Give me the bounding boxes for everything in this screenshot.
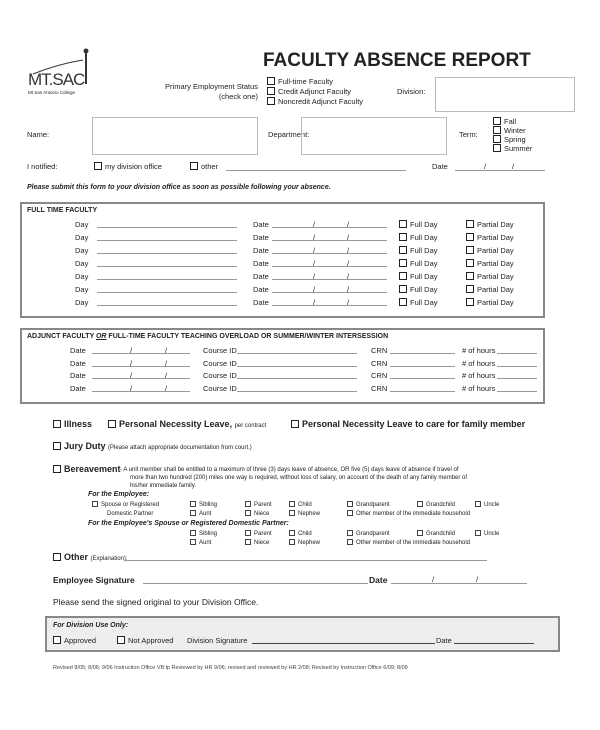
day-field[interactable]	[97, 292, 237, 293]
page-title: FACULTY ABSENCE REPORT	[263, 50, 531, 71]
checkbox-bereavement[interactable]: Bereavement	[53, 464, 121, 474]
date-label: Date	[70, 358, 86, 368]
day-field[interactable]	[97, 305, 237, 306]
name-label: Name:	[27, 130, 50, 139]
checkbox-relation[interactable]: Grandparent	[347, 501, 390, 508]
date-field[interactable]	[272, 279, 387, 280]
checkbox-other-leave[interactable]: Other (Explanation):	[53, 552, 128, 562]
course-id-field[interactable]	[237, 353, 357, 354]
other-field[interactable]	[226, 170, 406, 171]
checkbox-spouse[interactable]: Spouse or Registered Domestic Partner	[92, 501, 159, 519]
hours-field[interactable]	[497, 353, 537, 354]
other-explanation-field[interactable]	[125, 560, 487, 561]
checkbox-partial-day[interactable]: Partial Day	[466, 272, 514, 281]
crn-field[interactable]	[390, 366, 455, 367]
checkbox-relation[interactable]: Sibling	[190, 501, 217, 508]
date-label: Date	[70, 346, 86, 355]
day-label: Day	[75, 246, 89, 255]
date-field[interactable]	[272, 266, 387, 267]
checkbox-relation[interactable]: Child	[289, 501, 312, 508]
date-field[interactable]	[92, 391, 190, 392]
checkbox-other[interactable]: other	[190, 162, 218, 171]
notified-date-label: Date	[432, 162, 448, 171]
hours-field[interactable]	[497, 366, 537, 367]
signature-date-label: Date	[369, 575, 388, 585]
crn-field[interactable]	[390, 353, 455, 354]
day-field[interactable]	[97, 279, 237, 280]
slash: /	[347, 233, 350, 242]
checkbox-relation[interactable]: Uncle	[475, 530, 499, 537]
checkbox-relation[interactable]: Nephew	[289, 539, 320, 546]
slash: /	[432, 575, 435, 584]
course-id-label: Course ID	[203, 371, 237, 381]
division-label: Division:	[397, 87, 426, 96]
date-field[interactable]	[272, 227, 387, 228]
hours-label: # of hours	[462, 371, 496, 381]
slash: /	[347, 259, 350, 268]
checkbox-partial-day[interactable]: Partial Day	[466, 285, 514, 294]
notified-date-field[interactable]	[455, 170, 545, 171]
day-field[interactable]	[97, 240, 237, 241]
slash: /	[313, 285, 316, 294]
day-label: Day	[75, 272, 89, 281]
logo	[28, 46, 98, 102]
crn-field[interactable]	[390, 391, 455, 392]
checkbox-relation[interactable]: Uncle	[475, 501, 499, 508]
division-signature-label: Division Signature	[187, 636, 248, 645]
crn-field[interactable]	[390, 378, 455, 379]
division-date-label: Date	[436, 636, 452, 645]
revision-footer: Revised 8/05; 8/06; 9/06 Instruction Office VB:lp Reviewed by HR 9/06; revised and reviewed by HR 2/08; Revised by Instruction Office 6/09; 8/09	[53, 665, 408, 671]
date-label: Date	[253, 259, 269, 268]
employment-options	[267, 77, 363, 107]
checkbox-full-time[interactable]: Full-time Faculty	[267, 77, 363, 87]
date-field[interactable]	[272, 292, 387, 293]
employment-label: Primary Employment Status (check one)	[165, 82, 258, 101]
division-use-heading: For Division Use Only:	[53, 622, 129, 629]
slash: /	[313, 233, 316, 242]
instruction-text: Please submit this form to your division office as soon as possible following your absence.	[27, 184, 331, 191]
hours-field[interactable]	[497, 391, 537, 392]
logo-subtitle: Mt San Antonio College	[28, 90, 76, 95]
department-label: Department:	[268, 130, 310, 139]
checkbox-full-day[interactable]: Full Day	[399, 298, 438, 307]
slash: /	[313, 298, 316, 307]
slash: /	[512, 162, 515, 171]
term-label: Term:	[459, 130, 478, 139]
checkbox-not-approved[interactable]: Not Approved	[117, 636, 173, 645]
signature-date-field[interactable]	[391, 583, 527, 584]
checkbox-relation[interactable]: Other member of the immediate household	[347, 539, 470, 546]
date-label: Date	[253, 285, 269, 294]
slash: /	[476, 575, 479, 584]
day-field[interactable]	[97, 227, 237, 228]
slash: /	[484, 162, 487, 171]
checkbox-relation[interactable]: Grandparent	[347, 530, 390, 537]
day-label: Day	[75, 259, 89, 268]
slash: /	[347, 246, 350, 255]
course-id-field[interactable]	[237, 391, 357, 392]
checkbox-relation[interactable]: Child	[289, 530, 312, 537]
checkbox-jury-duty[interactable]: Jury Duty (Please attach appropriate documentation from court.)	[53, 441, 252, 451]
day-label: Day	[75, 285, 89, 294]
checkbox-illness[interactable]: Illness	[53, 419, 92, 429]
slash: /	[313, 259, 316, 268]
slash: /	[130, 358, 133, 368]
date-field[interactable]	[92, 353, 190, 354]
crn-label: CRN	[371, 358, 388, 368]
checkbox-summer[interactable]: Summer	[493, 144, 532, 153]
checkbox-relation[interactable]: Aunt	[190, 539, 211, 546]
division-signature-field[interactable]	[252, 643, 435, 644]
course-id-field[interactable]	[237, 366, 357, 367]
checkbox-partial-day[interactable]: Partial Day	[466, 220, 514, 229]
slash: /	[165, 358, 168, 368]
signature-label: Employee Signature	[53, 575, 135, 585]
checkbox-relation[interactable]: Niece	[245, 539, 269, 546]
date-field[interactable]	[272, 305, 387, 306]
checkbox-division-office[interactable]: my division office	[94, 162, 162, 171]
slash: /	[313, 272, 316, 281]
checkbox-full-day[interactable]: Full Day	[399, 285, 438, 294]
slash: /	[313, 246, 316, 255]
date-label: Date	[253, 220, 269, 229]
checkbox-personal-necessity[interactable]: Personal Necessity Leave, per contract	[108, 419, 266, 429]
full-time-section	[20, 202, 545, 318]
day-label: Day	[75, 298, 89, 307]
full-time-heading: FULL TIME FACULTY	[27, 207, 98, 214]
day-field[interactable]	[97, 253, 237, 254]
checkbox-relation[interactable]: Parent	[245, 530, 272, 537]
checkbox-partial-day[interactable]: Partial Day	[466, 246, 514, 255]
hours-label: # of hours	[462, 346, 496, 355]
checkbox-full-day[interactable]: Full Day	[399, 220, 438, 229]
checkbox-partial-day[interactable]: Partial Day	[466, 298, 514, 307]
logo-text: MT.SAC	[28, 70, 85, 89]
date-field[interactable]	[92, 378, 190, 379]
checkbox-full-day[interactable]: Full Day	[399, 233, 438, 242]
checkbox-relation[interactable]: Nephew	[289, 510, 320, 517]
checkbox-partial-day[interactable]: Partial Day	[466, 233, 514, 242]
crn-label: CRN	[371, 346, 388, 355]
date-label: Date	[253, 272, 269, 281]
adjunct-section	[20, 328, 545, 404]
crn-label: CRN	[371, 384, 388, 394]
term-options	[493, 117, 532, 153]
checkbox-relation[interactable]: Niece	[245, 510, 269, 517]
for-employee-heading: For the Employee:	[88, 491, 150, 498]
checkbox-relation[interactable]: Grandchild	[417, 501, 455, 508]
day-field[interactable]	[97, 266, 237, 267]
date-field[interactable]	[272, 253, 387, 254]
slash: /	[165, 371, 168, 381]
course-id-label: Course ID	[203, 346, 237, 355]
date-label: Date	[70, 371, 86, 381]
hours-field[interactable]	[497, 378, 537, 379]
checkbox-relation[interactable]: Sibling	[190, 530, 217, 537]
checkbox-family-care[interactable]: Personal Necessity Leave to care for family member	[291, 419, 525, 429]
date-label: Date	[253, 246, 269, 255]
for-spouse-heading: For the Employee's Spouse or Registered Domestic Partner:	[88, 520, 289, 527]
course-id-label: Course ID	[203, 384, 237, 394]
bereavement-text: - A unit member shall be entitled to a maximum of three (3) days leave of absence, OR five (5) days leave of absence if travel of more than two hundred (200) miles one way is required, without loss of salary, on account of the death of any family member of his/her immediate family.	[120, 467, 468, 489]
checkbox-spring[interactable]: Spring	[493, 135, 532, 144]
checkbox-relation[interactable]: Grandchild	[417, 530, 455, 537]
name-field[interactable]	[92, 117, 258, 155]
date-field[interactable]	[92, 366, 190, 367]
slash: /	[347, 272, 350, 281]
slash: /	[347, 220, 350, 229]
slash: /	[313, 220, 316, 229]
course-id-field[interactable]	[237, 378, 357, 379]
slash: /	[130, 346, 133, 355]
checkbox-noncredit-adjunct[interactable]: Noncredit Adjunct Faculty	[267, 97, 363, 107]
send-note: Please send the signed original to your Division Office.	[53, 597, 259, 607]
checkbox-partial-day[interactable]: Partial Day	[466, 259, 514, 268]
date-label: Date	[253, 233, 269, 242]
slash: /	[130, 384, 133, 394]
hours-label: # of hours	[462, 358, 496, 368]
checkbox-full-day[interactable]: Full Day	[399, 246, 438, 255]
crn-label: CRN	[371, 371, 388, 381]
date-field[interactable]	[272, 240, 387, 241]
checkbox-relation[interactable]: Aunt	[190, 510, 211, 517]
course-id-label: Course ID	[203, 358, 237, 368]
date-label: Date	[253, 298, 269, 307]
checkbox-full-day[interactable]: Full Day	[399, 259, 438, 268]
checkbox-credit-adjunct[interactable]: Credit Adjunct Faculty	[267, 87, 363, 97]
slash: /	[347, 285, 350, 294]
checkbox-relation[interactable]: Parent	[245, 501, 272, 508]
division-date-field[interactable]	[454, 643, 534, 644]
day-label: Day	[75, 220, 89, 229]
checkbox-fall[interactable]: Fall	[493, 117, 532, 126]
division-field[interactable]	[435, 77, 575, 112]
department-field[interactable]	[301, 117, 447, 155]
slash: /	[165, 384, 168, 394]
checkbox-approved[interactable]: Approved	[53, 636, 96, 645]
day-label: Day	[75, 233, 89, 242]
hours-label: # of hours	[462, 384, 496, 394]
adjunct-heading: ADJUNCT FACULTY OR FULL-TIME FACULTY TEACHING OVERLOAD OR SUMMER/WINTER INTERSESSION	[27, 333, 389, 340]
checkbox-full-day[interactable]: Full Day	[399, 272, 438, 281]
date-label: Date	[70, 384, 86, 394]
slash: /	[165, 346, 168, 355]
division-use-section	[45, 616, 560, 652]
checkbox-winter[interactable]: Winter	[493, 126, 532, 135]
slash: /	[130, 371, 133, 381]
checkbox-relation[interactable]: Other member of the immediate household	[347, 510, 470, 517]
signature-field[interactable]	[143, 583, 368, 584]
notified-label: I notified:	[27, 162, 58, 171]
slash: /	[347, 298, 350, 307]
